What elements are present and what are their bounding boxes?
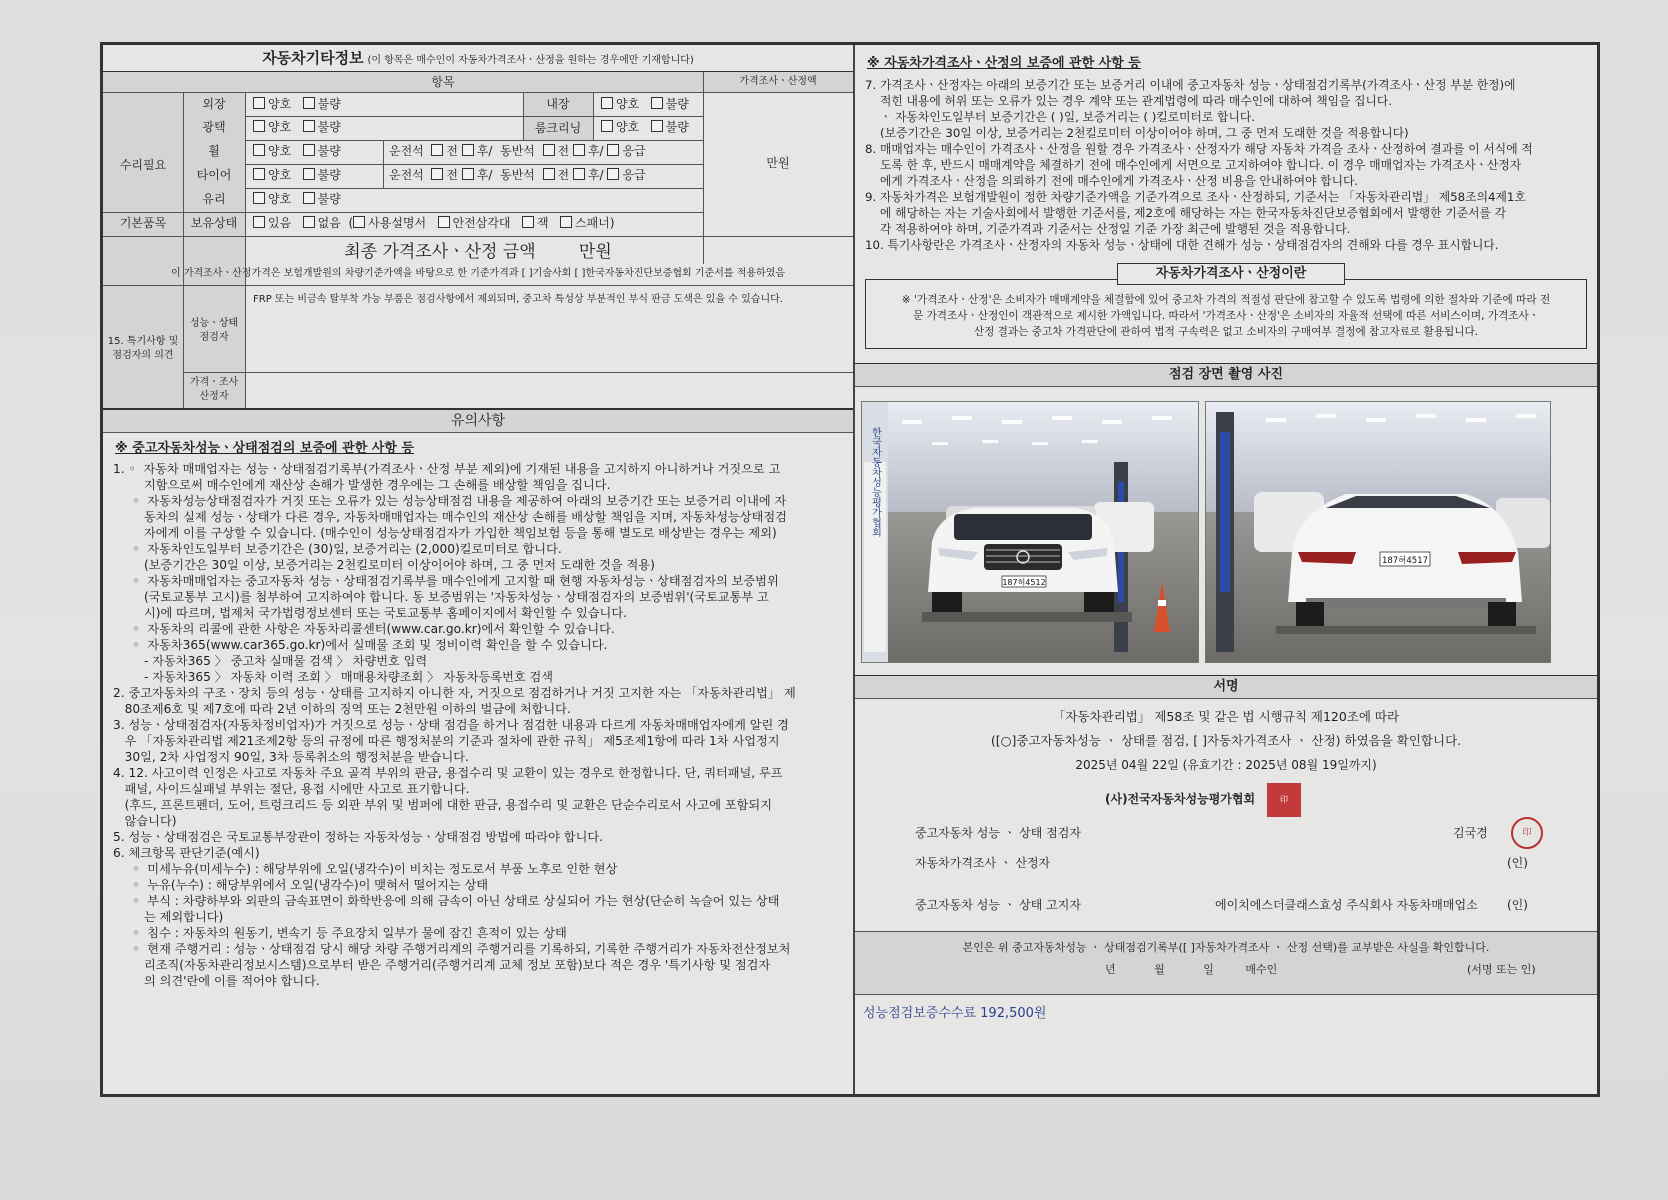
caution-line: 의 의견'란에 이를 적어야 합니다.: [113, 974, 320, 988]
caution-line: ◦ 자동차성능상태점검자가 거짓 또는 오류가 있는 성능상태점검 내용을 제공하여 아래의 보증기간 또는 보증거리 이내에 자: [113, 494, 787, 508]
room-cleaning-good-checkbox[interactable]: [601, 120, 613, 132]
price-guarantee-line: ㆍ 자동차인도일부터 보증기간은 ( )일, 보증거리는 ( )킬로미터로 합니다.: [865, 110, 1255, 124]
notifier-sign-label: 중고자동차 성능 ㆍ 상태 고지자: [915, 898, 1081, 912]
price-guarantee-line: 도록 한 후, 반드시 매매계약을 체결하기 전에 매수인에게 서면으로 고지하여야 합니다. 이 경우 매매업자는 가격조사ㆍ산정자: [865, 158, 1522, 172]
caution-line: 리조직(자동차관리정보시스템)으로부터 받은 주행거리(주행거리계 교체 정보 포함)보다 적은 경우 '특기사항 및 점검자: [113, 958, 771, 972]
polish-options: [253, 119, 341, 135]
tire-options: [253, 167, 341, 183]
tire-good-checkbox[interactable]: [253, 168, 265, 180]
wheel-bad-checkbox[interactable]: [303, 144, 315, 156]
wheel-options: [253, 143, 341, 159]
row-label-polish: 광택: [202, 120, 226, 134]
price-guarantee-line: 9. 자동차가격은 보험개발원이 정한 차량기준가액을 기준가격으로 조사ㆍ산정하되, 기준서는 「자동차관리법」 제58조의4제1호: [865, 190, 1526, 204]
room-cleaning-bad-checkbox[interactable]: [651, 120, 663, 132]
col-price-header: 가격조사ㆍ산정액: [739, 76, 817, 87]
inspector-sign-label: 중고자동차 성능 ㆍ 상태 점검자: [915, 826, 1081, 840]
caution-line: ◦ 자동차인도일부터 보증기간은 (30)일, 보증거리는 (2,000)킬로미터로 합니다.: [113, 542, 562, 556]
option-good: 양호: [268, 144, 292, 158]
inspection-photo-rear: [1205, 401, 1551, 663]
caution-line: 지함으로써 매수인에게 재산상 손해가 발생한 경우에는 그 손해를 배상할 책임을 집니다.: [113, 478, 611, 492]
right-column: [855, 45, 1597, 1094]
spanner-label: 스패너: [575, 216, 610, 230]
caution-line: 2. 중고자동차의 구조ㆍ장치 등의 성능ㆍ상태를 고지하지 아니한 자, 거짓으로 점검하거나 거짓 고지한 자는 「자동차관리법」 제: [113, 686, 796, 700]
basic-items-status-label: 보유상태: [190, 216, 238, 230]
price-guarantee-line: 에게 가격조사ㆍ산정을 의뢰하기 전에 매수인에게 가격조사ㆍ산정 비용을 안내하여야 합니다.: [865, 174, 1359, 188]
final-amount-row: [103, 241, 853, 264]
inspector-name: 김국경: [1453, 826, 1488, 840]
org-seal-icon: 印: [1267, 783, 1301, 817]
price-guarantee-line: 7. 가격조사ㆍ산정자는 아래의 보증기간 또는 보증거리 이내에 중고자동차 성능ㆍ상태점검기록부(가격조사ㆍ산정 부분 한정)에: [865, 78, 1516, 92]
year-label: 년: [1105, 963, 1116, 976]
caution-line: 5. 성능ㆍ상태점검은 국토교통부장관이 정하는 자동차성능ㆍ상태점검 방법에 따라야 합니다.: [113, 830, 603, 844]
caution-line: 3. 성능ㆍ상태점검자(자동차정비업자)가 거짓으로 성능ㆍ상태 점검을 하거나 점검한 내용과 다르게 자동차매매업자에게 알린 경: [113, 718, 789, 732]
price-guarantee-line: 적힌 내용에 허위 또는 오류가 있는 경우 계약 또는 관계법령에 따라 매수인에 대하여 책임을 집니다.: [865, 94, 1393, 108]
price-definition-box: [865, 279, 1587, 349]
polish-good-checkbox[interactable]: [253, 120, 265, 132]
option-good: 양호: [268, 120, 292, 134]
price-box-text: [872, 292, 1580, 340]
polish-bad-checkbox[interactable]: [303, 120, 315, 132]
driver-side-label: 운전석: [389, 168, 424, 182]
basic-have-checkbox[interactable]: [253, 216, 265, 228]
tire-emergency-checkbox[interactable]: [607, 168, 619, 180]
inspection-photo-front: [861, 401, 1199, 663]
caution-section-title: ※ 중고자동차성능ㆍ상태점검의 보증에 관한 사항 등: [115, 441, 414, 456]
signature-confirm-line: ([○]중고자동차성능 ㆍ 상태를 점검, [ ]자동차가격조사 ㆍ 산정) 하였음을 확인합니다.: [990, 733, 1462, 748]
caution-line: ◦ 자동차매매업자는 중고자동차 성능ㆍ상태점검기록부를 매수인에게 고지할 때 현행 자동차성능ㆍ상태점검자의 보증범위: [113, 574, 779, 588]
manual-label: 사용설명서: [368, 216, 427, 230]
tire-position-options: [389, 167, 646, 183]
inspector-label: 성능ㆍ상태 점검자: [189, 318, 239, 343]
tire-bad-checkbox[interactable]: [303, 168, 315, 180]
exterior-options: [253, 96, 341, 112]
price-box-line: 문 가격조사ㆍ산정인이 객관적으로 제시한 가액입니다. 따라서 '가격조사ㆍ산정'은 소비자의 자율적 선택에 따른 서비스이며, 가격조사ㆍ: [912, 310, 1540, 322]
caution-line: ◦ 미세누유(미세누수) : 해당부위에 오일(냉각수)이 비치는 정도로서 부품 노후로 인한 현상: [113, 862, 618, 876]
signature-header: 서명: [855, 676, 1597, 698]
jack-label: 잭: [536, 216, 549, 230]
option-good: 양호: [268, 192, 292, 206]
front-plate-text: 187허4512: [1002, 578, 1046, 587]
day-label: 일: [1203, 963, 1214, 976]
wheel-good-checkbox[interactable]: [253, 144, 265, 156]
front-label: 전: [446, 144, 459, 158]
caution-line: 시)에 따르며, 법제처 국가법령정보센터 또는 국토교통부 홈페이지에서 확인할 수 있습니다.: [113, 606, 627, 620]
rear-plate-text: 187허4517: [1381, 556, 1429, 566]
option-bad: 불량: [317, 144, 341, 158]
caution-line: 는 제외합니다): [113, 910, 224, 924]
room-cleaning-options: [601, 119, 689, 135]
caution-line: ◦ 자동차365(www.car365.go.kr)에서 실매물 조회 및 정비이력 확인을 할 수 있습니다.: [113, 638, 608, 652]
option-bad: 불량: [317, 120, 341, 134]
basic-none-checkbox[interactable]: [303, 216, 315, 228]
vehicle-other-info-note: (이 항목은 매수인이 자동차가격조사ㆍ산정을 원하는 경우에만 기재합니다): [367, 55, 694, 66]
appraiser-sign-label: 자동차가격조사 ㆍ 산정자: [915, 856, 1051, 870]
month-label: 월: [1154, 963, 1165, 976]
caution-line: ◦ 누유(누수) : 해당부위에서 오일(냉각수)이 맺혀서 떨어지는 상태: [113, 878, 489, 892]
caution-line: 자에게 이를 구상할 수 있습니다. (매수인이 성능상태점검자가 가입한 책임보험 등을 통해 별도로 배상받는 경우는 제외): [113, 526, 777, 540]
price-won-unit: 만원: [766, 156, 790, 170]
wheel-passenger-rear-checkbox[interactable]: [573, 144, 585, 156]
option-bad: 불량: [665, 97, 689, 111]
caution-line: ◦ 침수 : 자동차의 원동기, 변속기 등 주요장치 일부가 물에 잠긴 흔적이 있는 상태: [113, 926, 567, 940]
caution-line: 4. 12. 사고이력 인정은 사고로 자동차 주요 골격 부위의 판금, 용접수리 및 교환이 있는 경우로 한정합니다. 단, 쿼터패널, 루프: [113, 766, 783, 780]
inspection-form: [100, 42, 1600, 1097]
exterior-good-checkbox[interactable]: [253, 97, 265, 109]
interior-good-checkbox[interactable]: [601, 97, 613, 109]
caution-header: 유의사항: [103, 410, 853, 432]
price-box-line: 산정 결과는 중고차 가격판단에 관하여 법적 구속력은 없고 소비자의 구매여부 결정에 참고자료로 활용됩니다.: [973, 326, 1479, 338]
caution-line: - 자동차365 〉 자동차 이력 조회 〉 매매용차량조회 〉 자동차등록번호 검색: [113, 670, 554, 684]
price-guarantee-notes: [865, 77, 1589, 253]
price-appraiser-label: 가격ㆍ조사 산정자: [189, 377, 239, 402]
caution-line: 패널, 사이드실패널 부위는 절단, 용접 시에만 사고로 표기합니다.: [113, 782, 470, 796]
tire-passenger-rear-checkbox[interactable]: [573, 168, 585, 180]
tire-passenger-front-checkbox[interactable]: [543, 168, 555, 180]
signature-org: (사)전국자동차성능평가협회: [1105, 792, 1256, 806]
caution-notes: [113, 461, 849, 989]
rear-label: 후/: [476, 168, 493, 182]
col-items-header: 항목: [431, 75, 455, 89]
special-notes-label: 15. 특기사항 및 점검자의 의견: [107, 336, 179, 361]
buyer-sign-or-seal: (서명 또는 인): [1467, 963, 1536, 976]
jack-checkbox[interactable]: [522, 216, 534, 228]
interior-bad-checkbox[interactable]: [651, 97, 663, 109]
caution-line: 80조제6호 및 제7호에 따라 2년 이하의 징역 또는 2천만원 이하의 벌금에 처합니다.: [113, 702, 571, 716]
option-bad: 불량: [317, 97, 341, 111]
basic-items-options: 있음 없음 ( 사용설명서 안전삼각대 잭 스패너): [253, 215, 615, 231]
wheel-emergency-checkbox[interactable]: [607, 144, 619, 156]
exterior-bad-checkbox[interactable]: [303, 97, 315, 109]
have-label: 있음: [268, 216, 292, 230]
passenger-side-label: 동반석: [500, 144, 535, 158]
wheel-driver-rear-checkbox[interactable]: [462, 144, 474, 156]
caution-line: 1. ◦ 자동차 매매업자는 성능ㆍ상태점검기록부(가격조사ㆍ산정 부분 제외)에 기재된 내용을 고지하지 아니하거나 거짓으로 고: [113, 462, 781, 476]
caution-line: 우 「자동차관리법 제21조제2항 등의 규정에 따른 행정처분의 기준과 절차에 관한 규칙」 제5조제1항에 따라 1차 사업정지: [113, 734, 780, 748]
garage-rear-image: [1206, 402, 1550, 662]
final-amount-note: 이 가격조사ㆍ산정가격은 보험개발원의 차량기준가액을 바탕으로 한 기준가격과 [ ]기술사회 [ ]한국자동차진단보증협회 기준서를 적용하였음: [170, 268, 786, 279]
rear-label: 후/: [476, 144, 493, 158]
option-good: 양호: [268, 97, 292, 111]
price-guarantee-line: 8. 매매업자는 매수인이 가격조사ㆍ산정을 원할 경우 가격조사ㆍ산정자가 해당 자동차 가격을 조사ㆍ산정하여 결과를 이 서식에 적: [865, 142, 1533, 156]
inspector-opinion: FRP 또는 비금속 탈부착 가능 부품은 점검사항에서 제외되며, 중고차 특성상 부분적인 부식 판금 도색은 있을 수 있습니다.: [253, 294, 783, 305]
final-amount-unit: 만원: [578, 242, 612, 262]
rear-label: 후/: [587, 168, 604, 182]
emergency-label: 응급: [622, 144, 646, 158]
final-amount-label: 최종 가격조사ㆍ산정 금액: [344, 242, 536, 262]
caution-line: - 자동차365 〉 중고차 실매물 검색 〉 차량번호 입력: [113, 654, 428, 668]
price-guarantee-line: 10. 특기사항란은 가격조사ㆍ산정자의 자동차 성능ㆍ상태에 대한 견해가 성능ㆍ상태점검자의 견해와 다를 경우 표시합니다.: [865, 238, 1499, 252]
vehicle-other-info-title-row: [103, 45, 853, 71]
guarantee-fee: 성능점검보증수수료 192,500원: [863, 1006, 1047, 1021]
option-good: 양호: [616, 120, 640, 134]
option-bad: 불량: [317, 192, 341, 206]
rear-label: 후/: [587, 144, 604, 158]
row-label-interior: 내장: [523, 93, 593, 116]
caution-line: (보증기간은 30일 이상, 보증거리는 2천킬로미터 이상이어야 하며, 그 중 먼저 도래한 것을 적용): [113, 558, 655, 572]
signature-law-line: 「자동차관리법」 제58조 및 같은 법 시행규칙 제120조에 따라: [1052, 709, 1400, 724]
repair-needed-label: 수리필요: [119, 158, 167, 172]
price-guarantee-line: (보증기간은 30일 이상, 보증거리는 2천킬로미터 이상이어야 하며, 그 중 먼저 도래한 것을 적용합니다): [865, 126, 1409, 140]
none-label: 없음: [317, 216, 341, 230]
caution-line: 동차의 실제 성능ㆍ상태가 다른 경우, 자동차매매업자는 매수인의 재산상 손해를 배상할 책임을 지며, 자동차성능상태점검: [113, 510, 787, 524]
buyer-date-row: [1105, 963, 1277, 978]
emergency-label: 응급: [622, 168, 646, 182]
garage-front-image: [862, 402, 1198, 662]
inspector-seal-icon: 印: [1511, 817, 1543, 849]
buyer-label: 매수인: [1245, 963, 1278, 976]
caution-line: 6. 체크항목 판단기준(예시): [113, 846, 260, 860]
notifier-seal: (인): [1507, 898, 1528, 912]
caution-line: 않습니다): [113, 814, 177, 828]
triangle-checkbox[interactable]: [438, 216, 450, 228]
row-label-tire: 타이어: [196, 168, 232, 182]
appraiser-seal: (인): [1507, 856, 1528, 870]
caution-line: (후드, 프론트펜더, 도어, 트렁크리드 등 외판 부위 및 범퍼에 대한 판금, 용접수리 및 교환은 단순수리로서 사고에 포함되지: [113, 798, 772, 812]
driver-side-label: 운전석: [389, 144, 424, 158]
front-label: 전: [446, 168, 459, 182]
price-box-line: ※ '가격조사ㆍ산정'은 소비자가 매매계약을 체결함에 있어 중고차 가격의 적절성 판단에 참고할 수 있도록 법령에 의한 절차와 기준에 따라 전: [901, 294, 1551, 306]
row-label-exterior: 외장: [202, 97, 226, 111]
price-guarantee-title: ※ 자동차가격조사ㆍ산정의 보증에 관한 사항 등: [867, 56, 1141, 71]
manual-checkbox[interactable]: [353, 216, 365, 228]
caution-line: ◦ 자동차의 리콜에 관한 사항은 자동차리콜센터(www.car.go.kr)에서 확인할 수 있습니다.: [113, 622, 615, 636]
price-guarantee-line: 에 해당하는 자는 기술사회에서 발행한 기준서를, 제2호에 해당하는 자는 한국자동차진단보증협회에서 발행한 기준서를 각: [865, 206, 1507, 220]
left-column: [103, 45, 855, 1094]
glass-options: [253, 191, 341, 207]
association-banner: 한국자동차성능평가협회: [869, 427, 881, 537]
tire-driver-rear-checkbox[interactable]: [462, 168, 474, 180]
tire-driver-front-checkbox[interactable]: [431, 168, 443, 180]
triangle-label: 안전삼각대: [452, 216, 511, 230]
caution-line: ◦ 부식 : 차량하부와 외판의 금속표면이 화학반응에 의해 금속이 아닌 상태로 상실되어 가는 현상(단순히 녹슬어 있는 상태: [113, 894, 780, 908]
row-label-room-cleaning: 룸크리닝: [523, 117, 593, 140]
passenger-side-label: 동반석: [500, 168, 535, 182]
wheel-driver-front-checkbox[interactable]: [431, 144, 443, 156]
wheel-passenger-front-checkbox[interactable]: [543, 144, 555, 156]
row-label-glass: 유리: [202, 192, 226, 206]
vehicle-other-info-title: 자동차기타정보: [262, 49, 364, 67]
front-label: 전: [557, 144, 570, 158]
glass-bad-checkbox[interactable]: [303, 192, 315, 204]
option-good: 양호: [616, 97, 640, 111]
photos-header: 점검 장면 촬영 사진: [855, 364, 1597, 386]
interior-options: [601, 96, 689, 112]
option-bad: 불량: [665, 120, 689, 134]
caution-line: (국토교통부 고시)를 첨부하여 고지하여야 합니다. 동 보증범위는 '자동차성능ㆍ상태점검자의 보증범위'(국토교통부 고: [113, 590, 769, 604]
wheel-position-options: [389, 143, 646, 159]
signature-date: 2025년 04월 22일 (유효기간 : 2025년 08월 19일까지): [1075, 758, 1377, 772]
front-label: 전: [557, 168, 570, 182]
notifier-name: 에이치에스더클래스효성 주식회사 자동차매매업소: [1215, 898, 1478, 912]
option-bad: 불량: [317, 168, 341, 182]
row-label-wheel: 휠: [208, 144, 220, 158]
caution-line: ◦ 현재 주행거리 : 성능ㆍ상태점검 당시 해당 차량 주행거리계의 주행거리를 기록하되, 기록한 주행거리가 자동차전산정보처: [113, 942, 791, 956]
basic-items-label: 기본품목: [119, 216, 167, 230]
glass-good-checkbox[interactable]: [253, 192, 265, 204]
price-guarantee-line: 각 적용하여야 하며, 기준가격과 기준서는 산정일 기준 가장 최근에 발행된 것을 적용합니다.: [865, 222, 1351, 236]
caution-line: 30일, 2차 사업정지 90일, 3차 등록취소의 행정처분을 받습니다.: [113, 750, 469, 764]
option-good: 양호: [268, 168, 292, 182]
price-box-title: 자동차가격조사ㆍ산정이란: [1117, 263, 1345, 285]
spanner-checkbox[interactable]: [560, 216, 572, 228]
buyer-confirm-text: 본인은 위 중고자동차성능 ㆍ 상태점검기록부([ ]자동차가격조사 ㆍ 산정 선택)를 교부받은 사실을 확인합니다.: [962, 941, 1490, 954]
